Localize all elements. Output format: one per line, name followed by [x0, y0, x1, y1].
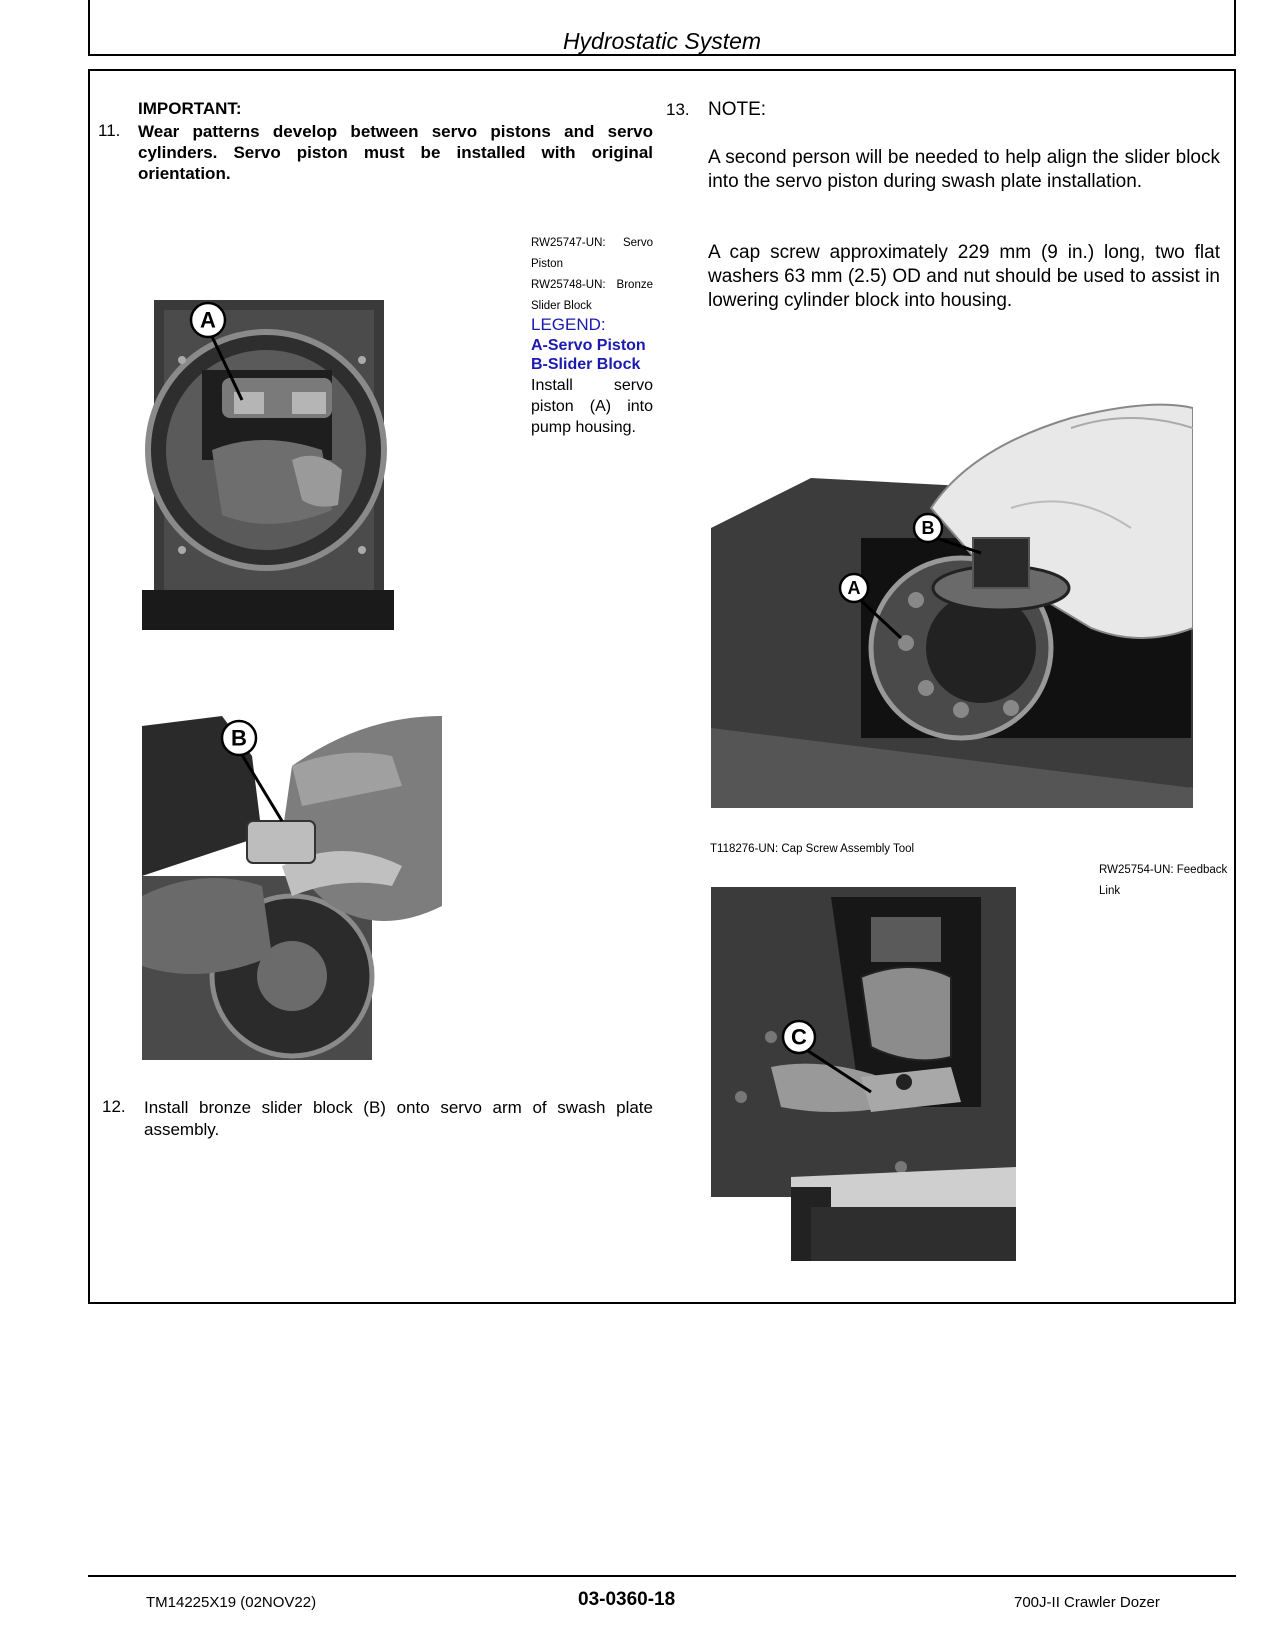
- step-11-text: Wear patterns develop between servo pistons and servo cylinders. Servo piston must be installed with original orientation.: [138, 122, 653, 183]
- legend-title: LEGEND:: [531, 315, 606, 334]
- step-12-text: Install bronze slider block (B) onto servo arm of swash plate assembly.: [144, 1098, 653, 1139]
- cap-screw-tool-photo: [711, 388, 1193, 808]
- note-label: NOTE:: [708, 99, 767, 120]
- footer-page-number: 03-0360-18: [578, 1589, 676, 1610]
- legend-item-a: A-Servo Piston: [531, 337, 646, 354]
- step-11-number: 11.: [98, 121, 121, 140]
- feedback-link-photo: [711, 887, 1016, 1261]
- footer-product-name: 700J-II Crawler Dozer: [1014, 1594, 1160, 1611]
- footer-document-id: TM14225X19 (02NOV22): [146, 1594, 317, 1611]
- callout-a-label: A: [200, 307, 216, 333]
- servo-piston-photo: [142, 300, 394, 630]
- callout-b-label-2: B: [921, 518, 935, 538]
- caption-rw25747: RW25747-UN: Servo Piston: [531, 237, 653, 270]
- callout-a-label-2: A: [847, 578, 861, 598]
- step-13-number: 13.: [666, 100, 690, 119]
- footer-divider: [88, 1575, 1236, 1577]
- install-instruction: Install servo piston (A) into pump housing.: [531, 377, 653, 436]
- slider-block-photo: [142, 716, 442, 1060]
- callout-b-label: B: [231, 725, 247, 751]
- note-paragraph-1: A second person will be needed to help align the slider block into the servo piston during swash plate installation.: [708, 147, 1220, 192]
- page-title: Hydrostatic System: [562, 28, 762, 54]
- figure-caption-servo-piston: [531, 233, 653, 317]
- caption-rw25754: RW25754-UN: Feedback Link: [1099, 864, 1228, 897]
- callout-c-label: C: [791, 1024, 807, 1050]
- caption-t118276: T118276-UN: Cap Screw Assembly Tool: [710, 843, 915, 855]
- legend-item-b: B-Slider Block: [531, 356, 641, 373]
- step-12-number: 12.: [102, 1097, 126, 1116]
- caption-rw25748: RW25748-UN: Bronze Slider Block: [531, 279, 653, 312]
- important-label: IMPORTANT:: [138, 99, 242, 118]
- note-paragraph-2: A cap screw approximately 229 mm (9 in.) long, two flat washers 63 mm (2.5) OD and nut should be used to assist in lowering cylinder block into housing.: [708, 242, 1220, 311]
